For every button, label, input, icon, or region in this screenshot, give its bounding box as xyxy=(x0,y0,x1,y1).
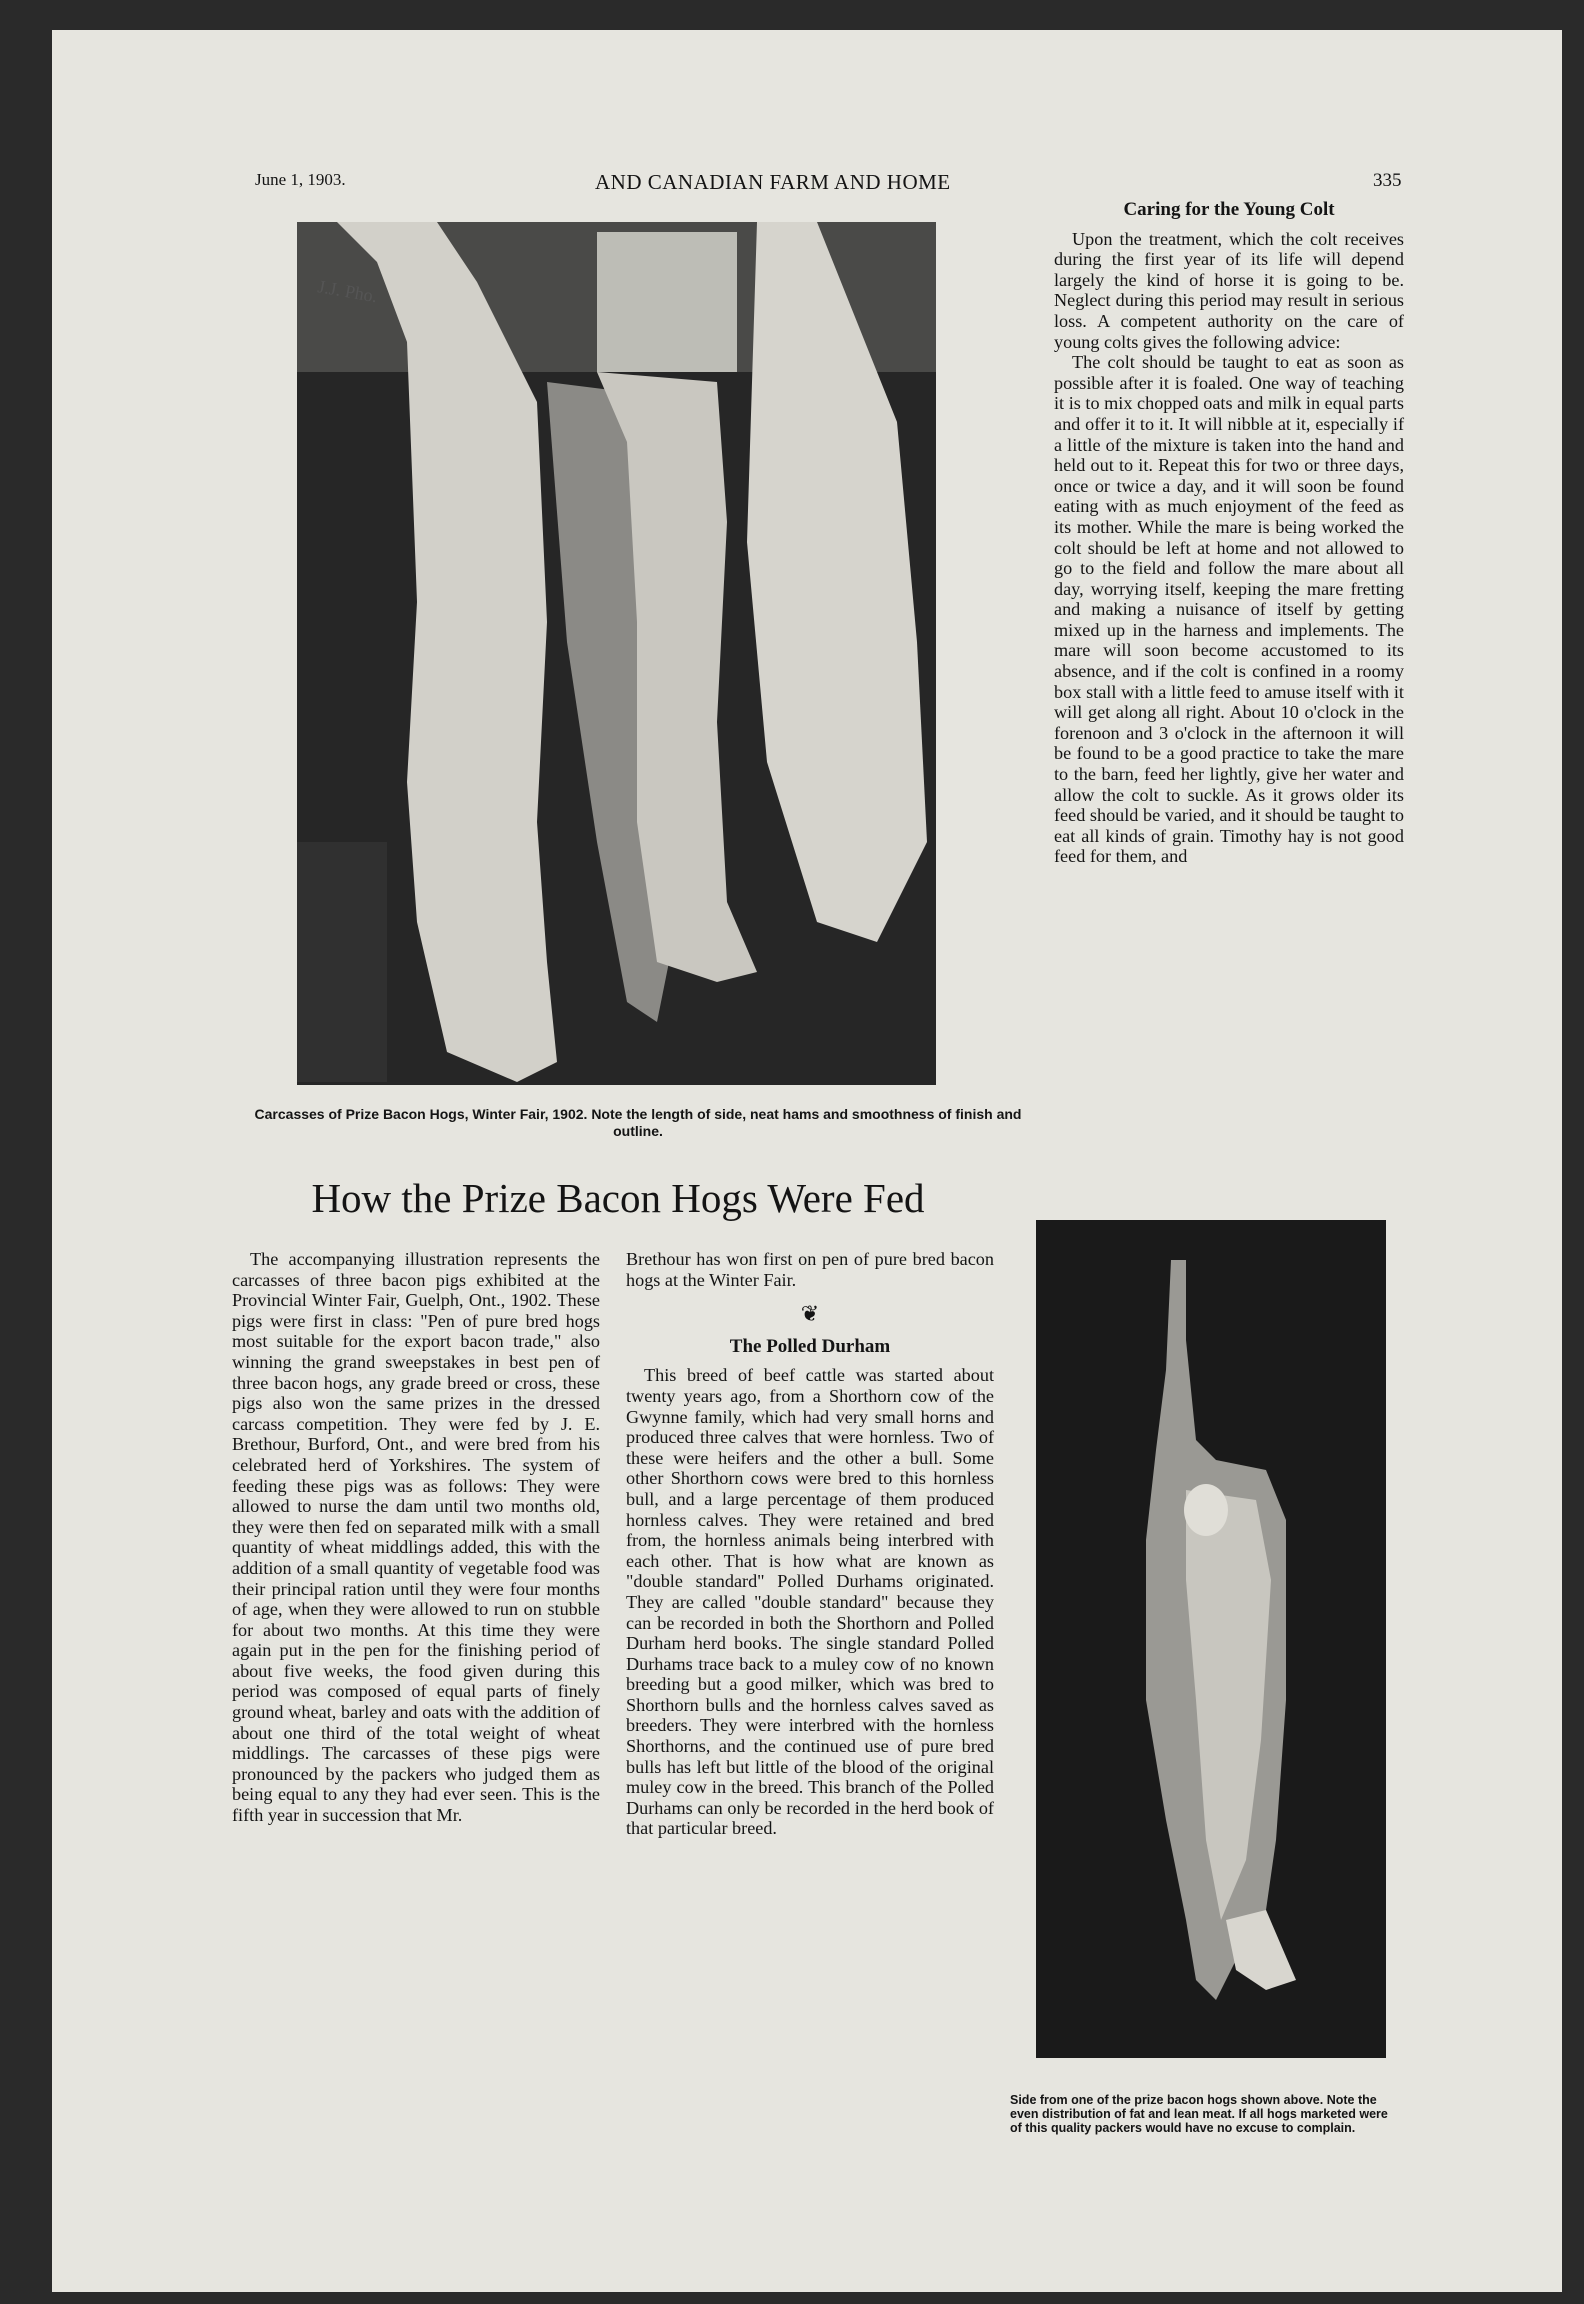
hog-photo-caption: Carcasses of Prize Bacon Hogs, Winter Fair, 1902. Note the length of side, neat hams and smoothness of finish and outline. xyxy=(254,1106,1022,1139)
bacon-side-photo xyxy=(1036,1220,1386,2058)
bacon-side-illustration xyxy=(1036,1220,1386,2058)
colt-article-title: Caring for the Young Colt xyxy=(1123,199,1335,220)
photo-mark: J.J. Pho. xyxy=(316,276,379,307)
bacon-side-caption: Side from one of the prize bacon hogs shown above. Note the even distribution of fat and lean meat. If all hogs marketed were of this quality packers would have no excuse to complain. xyxy=(1010,2093,1388,2135)
page-number: 335 xyxy=(1373,170,1402,191)
hogs-article-column-2 xyxy=(626,1249,994,1839)
section-ornament: ❦ xyxy=(800,1301,820,1327)
hog-carcasses-illustration xyxy=(297,222,936,1085)
colt-article xyxy=(1054,200,1404,867)
hogs-paragraph-1: The accompanying illustration represents the carcasses of three bacon pigs exhibited at the Provincial Winter Fair, Guelph, Ont., 1902. These pigs were first in class: "Pen of pure bred hogs most suitable for the export bacon trade," also winning the grand sweepstakes in best pen of three bacon hogs, any grade breed or cross, these pigs also won the same prizes in the dressed carcass competition. They were fed by J. E. Brethour, Burford, Ont., and were bred from his celebrated herd of Yorkshires. The system of feeding these pigs was as follows: They were allowed to nurse the dam until two months old, they were then fed on separated milk with a small quantity of wheat middlings added, this with the addition of a small quantity of vegetable food was their principal ration until they were four months of age, when they were allowed to run on stubble for about two months. At this time they were again put in the pen for the finishing period of about five weeks, the food given during this period was composed of equal parts of finely ground wheat, barley and oats with the addition of about one third of the total weight of wheat middlings. The carcasses of these pigs were pronounced by the packers who judged them as being equal to any they had ever seen. This is the fifth year in succession that Mr. xyxy=(232,1249,600,1826)
publication-title: AND CANADIAN FARM AND HOME xyxy=(595,170,951,194)
issue-date: June 1, 1903. xyxy=(255,170,346,189)
durham-paragraph-1: This breed of beef cattle was started about twenty years ago, from a Shorthorn cow of the Gwynne family, which had very small horns and produced three calves that were hornless. Two of these were heifers and the other a bull. Some other Shorthorn cows were bred to this hornless bull, and a large percentage of them produced hornless calves. They were retained and bred from, the hornless animals being interbred with each other. That is how what are known as "double standard" Polled Durhams originated. They are called "double standard" because they can be recorded in both the Shorthorn and Polled Durham herd books. The single standard Polled Durhams trace back to a muley cow of no known breeding but a good milker, which was bred to Shorthorn bulls and the hornless calves saved as breeders. They were interbred with the hornless Shorthorns, and the continued use of pure bred bulls has left but little of the blood of the original muley cow in the breed. This branch of the Polled Durhams can only be recorded in the herd book of that particular breed. xyxy=(626,1365,994,1839)
hogs-paragraph-2: Brethour has won first on pen of pure bred bacon hogs at the Winter Fair. xyxy=(626,1249,994,1290)
colt-paragraph-2: The colt should be taught to eat as soon as possible after it is foaled. One way of teaching it is to mix chopped oats and milk in equal parts and offer it to it. It will nibble at it, especially if a little of the mixture is taken into the hand and held out to it. Repeat this for two or three days, once or twice a day, and it will soon be found eating with as much enjoyment of the feed as its mother. While the mare is being worked the colt should be left at home and not allowed to go to the field and follow the mare about all day, worrying itself, keeping the mare fretting and making a nuisance of itself by getting mixed up in the harness and implements. The mare will soon become accustomed to its absence, and if the colt is confined in a roomy box stall with a little feed to amuse itself with it will get along all right. About 10 o'clock in the forenoon and 3 o'clock in the afternoon it will be found to be a good practice to take the mare to the barn, feed her lightly, give her water and allow the colt to suckle. As it grows older its feed should be varied, and it should be taught to eat all kinds of grain. Timothy hay is not good feed for them, and xyxy=(1054,352,1404,867)
colt-paragraph-1: Upon the treatment, which the colt receives during the first year of its life will depend largely the kind of horse it is going to be. Neglect during this period may result in serious loss. A competent authority on the care of young colts gives the following advice: xyxy=(1054,228,1404,352)
hog-carcasses-photo xyxy=(297,222,936,1085)
durham-article-title: The Polled Durham xyxy=(729,1335,891,1357)
hogs-article-column-1 xyxy=(232,1249,600,1826)
article-headline: How the Prize Bacon Hogs Were Fed xyxy=(311,1175,925,1221)
